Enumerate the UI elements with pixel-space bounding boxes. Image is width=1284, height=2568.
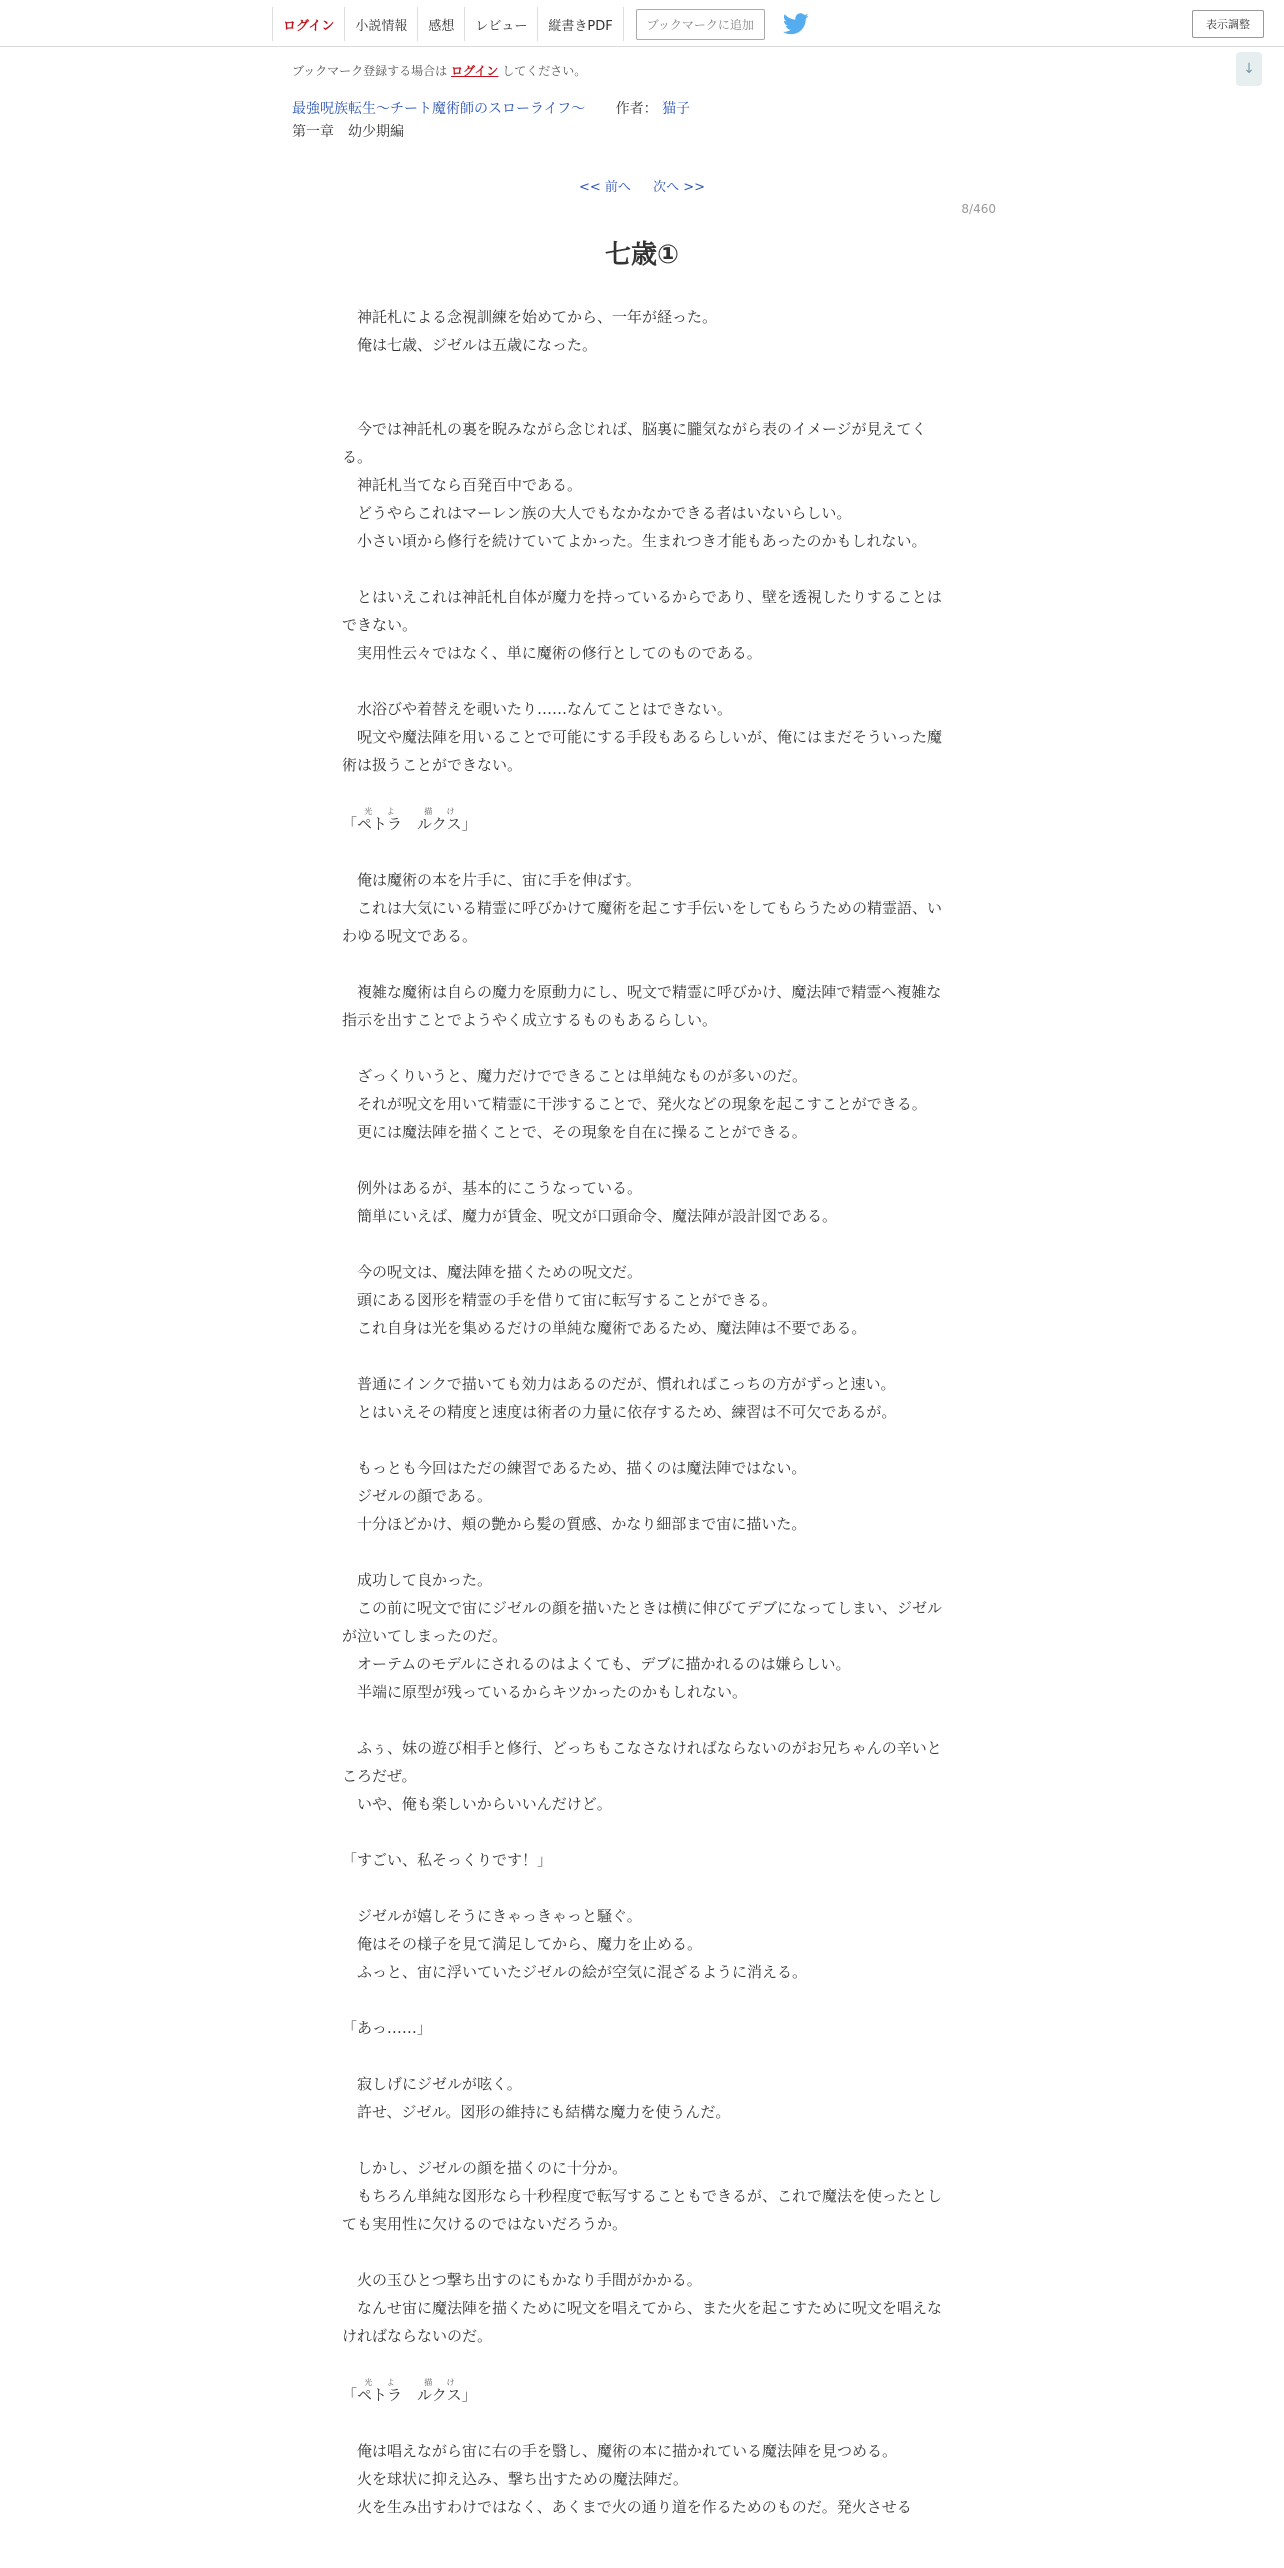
blank-line	[342, 1146, 942, 1174]
text-line: 火を生み出すわけではなく、あくまで火の通り道を作るためのものだ。発火させる	[342, 2498, 912, 2516]
incantation-line	[342, 807, 942, 838]
blank-line	[342, 1538, 942, 1566]
text-line: 頭にある図形を精霊の手を借りて宙に転写することができる。	[342, 1291, 778, 1309]
text-line: ジゼルが嬉しそうにきゃっきゃっと騒ぐ。	[342, 1907, 642, 1925]
text-line: オーテムのモデルにされるのはよくても、デブに描かれるのは嫌らしい。	[342, 1655, 851, 1673]
nav-login[interactable]: ログイン	[273, 7, 345, 41]
blank-line	[342, 1230, 942, 1258]
incantation-word-1	[357, 807, 403, 833]
text-line: 簡単にいえば、魔力が賃金、呪文が口頭命令、魔法陣が設計図である。	[342, 1207, 838, 1225]
blank-line	[342, 779, 942, 807]
text-line: 例外はあるが、基本的にこうなっている。	[342, 1179, 643, 1197]
text-line: この前に呪文で宙にジゼルの顔を描いたときは横に伸びてデブになってしまい、ジゼルが泣いてしまったのだ。	[342, 1599, 943, 1645]
text-line: 成功して良かった。	[342, 1571, 493, 1589]
incantation-space	[402, 2386, 417, 2404]
incantation-word-2	[417, 2378, 462, 2404]
text-line: それが呪文を用いて精霊に干渉することで、発火などの現象を起こすことができる。	[342, 1095, 927, 1113]
text-line: 神託札当てなら百発百中である。	[342, 476, 583, 494]
text-line: 「すごい、私そっくりです！」	[342, 1851, 553, 1869]
text-line: もちろん単純な図形なら十秒程度で転写することもできるが、これで魔法を使ったとしても実用性に欠けるのではないだろうか。	[342, 2187, 943, 2233]
blank-line	[342, 1874, 942, 1902]
incantation-word-2-text: ルクス	[417, 2386, 462, 2404]
incantation-word-1-text: ペトラ	[357, 2386, 403, 2404]
blank-line	[342, 838, 942, 866]
episode-pager	[0, 176, 1284, 195]
nav-review[interactable]: レビュー	[465, 7, 538, 41]
text-line: 実用性云々ではなく、単に魔術の修行としてのものである。	[342, 644, 762, 662]
author-label: 作者：	[615, 101, 658, 117]
text-line: 小さい頃から修行を続けていてよかった。生まれつき才能もあったのかもしれない。	[342, 532, 927, 550]
chapter-title: 第一章 幼少期編	[292, 124, 404, 140]
blank-line	[342, 1986, 942, 2014]
text-line: これ自身は光を集めるだけの単純な魔術であるため、魔法陣は不要である。	[342, 1319, 867, 1337]
text-line: 俺はその様子を見て満足してから、魔力を止める。	[342, 1935, 703, 1953]
add-bookmark-button[interactable]: ブックマークに追加	[636, 9, 765, 40]
blank-line	[342, 667, 942, 695]
text-line: 寂しげにジゼルが呟く。	[342, 2075, 522, 2093]
blank-line	[342, 359, 942, 387]
blank-line	[342, 1342, 942, 1370]
incantation-bracket-close: 」	[461, 815, 477, 833]
text-line: 半端に原型が残っているからキツかったのかもしれない。	[342, 1683, 748, 1701]
text-line: 俺は七歳、ジゼルは五歳になった。	[342, 336, 598, 354]
blank-line	[342, 2238, 942, 2266]
incantation-word-1-text: ペトラ	[357, 815, 403, 833]
text-line: これは大気にいる精霊に呼びかけて魔術を起こす手伝いをしてもらうための精霊語、いわゆる呪文である。	[342, 899, 943, 945]
blank-line	[342, 2042, 942, 2070]
bookmark-note-login-link[interactable]: ログイン	[451, 64, 499, 78]
incantation-word-2-reading: 描け	[417, 807, 462, 816]
next-episode-link[interactable]: 次へ >>	[653, 180, 705, 195]
text-line: 複雑な魔術は自らの魔力を原動力にし、呪文で精霊に呼びかけ、魔法陣で精霊へ複雑な指示を出すことでようやく成立するものもあるらしい。	[342, 983, 942, 1029]
text-line: 俺は唱えながら宙に右の手を翳し、魔術の本に描かれている魔法陣を見つめる。	[342, 2442, 898, 2460]
text-line: ふぅ、妹の遊び相手と修行、どっちもこなさなければならないのがお兄ちゃんの辛いところだぜ。	[342, 1739, 942, 1785]
text-line: 水浴びや着替えを覗いたり……なんてことはできない。	[342, 700, 733, 718]
nav-novel-info[interactable]: 小説情報	[345, 7, 418, 41]
twitter-bird-icon	[783, 13, 809, 35]
text-line: 「あっ……」	[342, 2019, 432, 2037]
text-line: 普通にインクで描いても効力はあるのだが、慣れればこっちの方がずっと速い。	[342, 1375, 896, 1393]
incantation-word-2-text: ルクス	[417, 815, 462, 833]
nav-impressions[interactable]: 感想	[418, 7, 465, 41]
text-line: いや、俺も楽しいからいいんだけど。	[342, 1795, 612, 1813]
text-line: しかし、ジゼルの顔を描くのに十分か。	[342, 2159, 628, 2177]
novel-title-line	[292, 98, 690, 118]
text-line: ジゼルの顔である。	[342, 1487, 493, 1505]
blank-line	[342, 2126, 942, 2154]
scroll-down-button[interactable]: ↓	[1236, 52, 1262, 86]
blank-line	[342, 2409, 942, 2437]
incantation-word-1-reading: 光よ	[357, 2378, 403, 2387]
author-link[interactable]: 猫子	[662, 101, 691, 117]
text-line: ふっと、宙に浮いていたジゼルの絵が空気に混ざるように消える。	[342, 1963, 808, 1981]
episode-counter: 8/460	[961, 202, 996, 216]
incantation-word-1	[357, 2378, 403, 2404]
incantation-space	[402, 815, 417, 833]
blank-line	[342, 1034, 942, 1062]
blank-line	[342, 387, 942, 415]
novel-title-link[interactable]: 最強呪族転生～チート魔術師のスローライフ～	[292, 101, 586, 117]
text-line: 今の呪文は、魔法陣を描くための呪文だ。	[342, 1263, 643, 1281]
blank-line	[342, 1426, 942, 1454]
episode-subtitle: 七歳①	[604, 240, 679, 270]
incantation-word-2-reading: 描け	[417, 2378, 462, 2387]
blank-line	[342, 1818, 942, 1846]
text-line: 神託札による念視訓練を始めてから、一年が経った。	[342, 308, 718, 326]
text-line: ざっくりいうと、魔力だけでできることは単純なものが多いのだ。	[342, 1067, 808, 1085]
text-line: もっとも今回はただの練習であるため、描くのは魔法陣ではない。	[342, 1459, 807, 1477]
incantation-bracket-open: 「	[342, 815, 358, 833]
prev-episode-link[interactable]: << 前へ	[579, 180, 631, 195]
text-line: 俺は魔術の本を片手に、宙に手を伸ばす。	[342, 871, 641, 889]
text-line: なんせ宙に魔法陣を描くために呪文を唱えてから、また火を起こすために呪文を唱えなければならないのだ。	[342, 2299, 943, 2345]
text-line: 許せ、ジゼル。図形の維持にも結構な魔力を使うんだ。	[342, 2103, 731, 2121]
display-settings-button[interactable]: 表示調整	[1192, 10, 1264, 38]
text-line: どうやらこれはマーレン族の大人でもなかなかできる者はいないらしい。	[342, 504, 852, 522]
nav-vertical-pdf[interactable]: 縦書きPDF	[538, 7, 623, 41]
text-line: 十分ほどかけ、頬の艶から髪の質感、かなり細部まで宙に描いた。	[342, 1515, 807, 1533]
bookmark-note-before: ブックマーク登録する場合は	[292, 64, 448, 78]
incantation-bracket-close: 」	[461, 2386, 477, 2404]
bookmark-note-after: してください。	[502, 64, 587, 78]
incantation-word-1-reading: 光よ	[357, 807, 403, 816]
text-line: 今では神託札の裏を睨みながら念じれば、脳裏に朧気ながら表のイメージが見えてくる。	[342, 420, 927, 466]
blank-line	[342, 555, 942, 583]
blank-line	[342, 1706, 942, 1734]
incantation-line	[342, 2378, 942, 2409]
bookmark-login-note	[292, 62, 586, 79]
blank-line	[342, 2350, 942, 2378]
top-bar	[0, 0, 1284, 47]
twitter-share-button[interactable]	[783, 13, 809, 35]
text-line: 火の玉ひとつ撃ち出すのにもかなり手間がかかる。	[342, 2271, 702, 2289]
text-line: 呪文や魔法陣を用いることで可能にする手段もあるらしいが、俺にはまだそういった魔術は扱うことができない。	[342, 728, 943, 774]
text-line: とはいえその精度と速度は術者の力量に依存するため、練習は不可欠であるが。	[342, 1403, 897, 1421]
text-line: とはいえこれは神託札自体が魔力を持っているからであり、壁を透視したりすることはできない。	[342, 588, 942, 634]
incantation-word-2	[417, 807, 462, 833]
blank-line	[342, 950, 942, 978]
text-line: 火を球状に抑え込み、撃ち出すための魔法陣だ。	[342, 2470, 688, 2488]
incantation-bracket-open: 「	[342, 2386, 358, 2404]
novel-body-text	[342, 303, 942, 2521]
main-nav	[272, 7, 809, 41]
text-line: 更には魔法陣を描くことで、その現象を自在に操ることができる。	[342, 1123, 807, 1141]
